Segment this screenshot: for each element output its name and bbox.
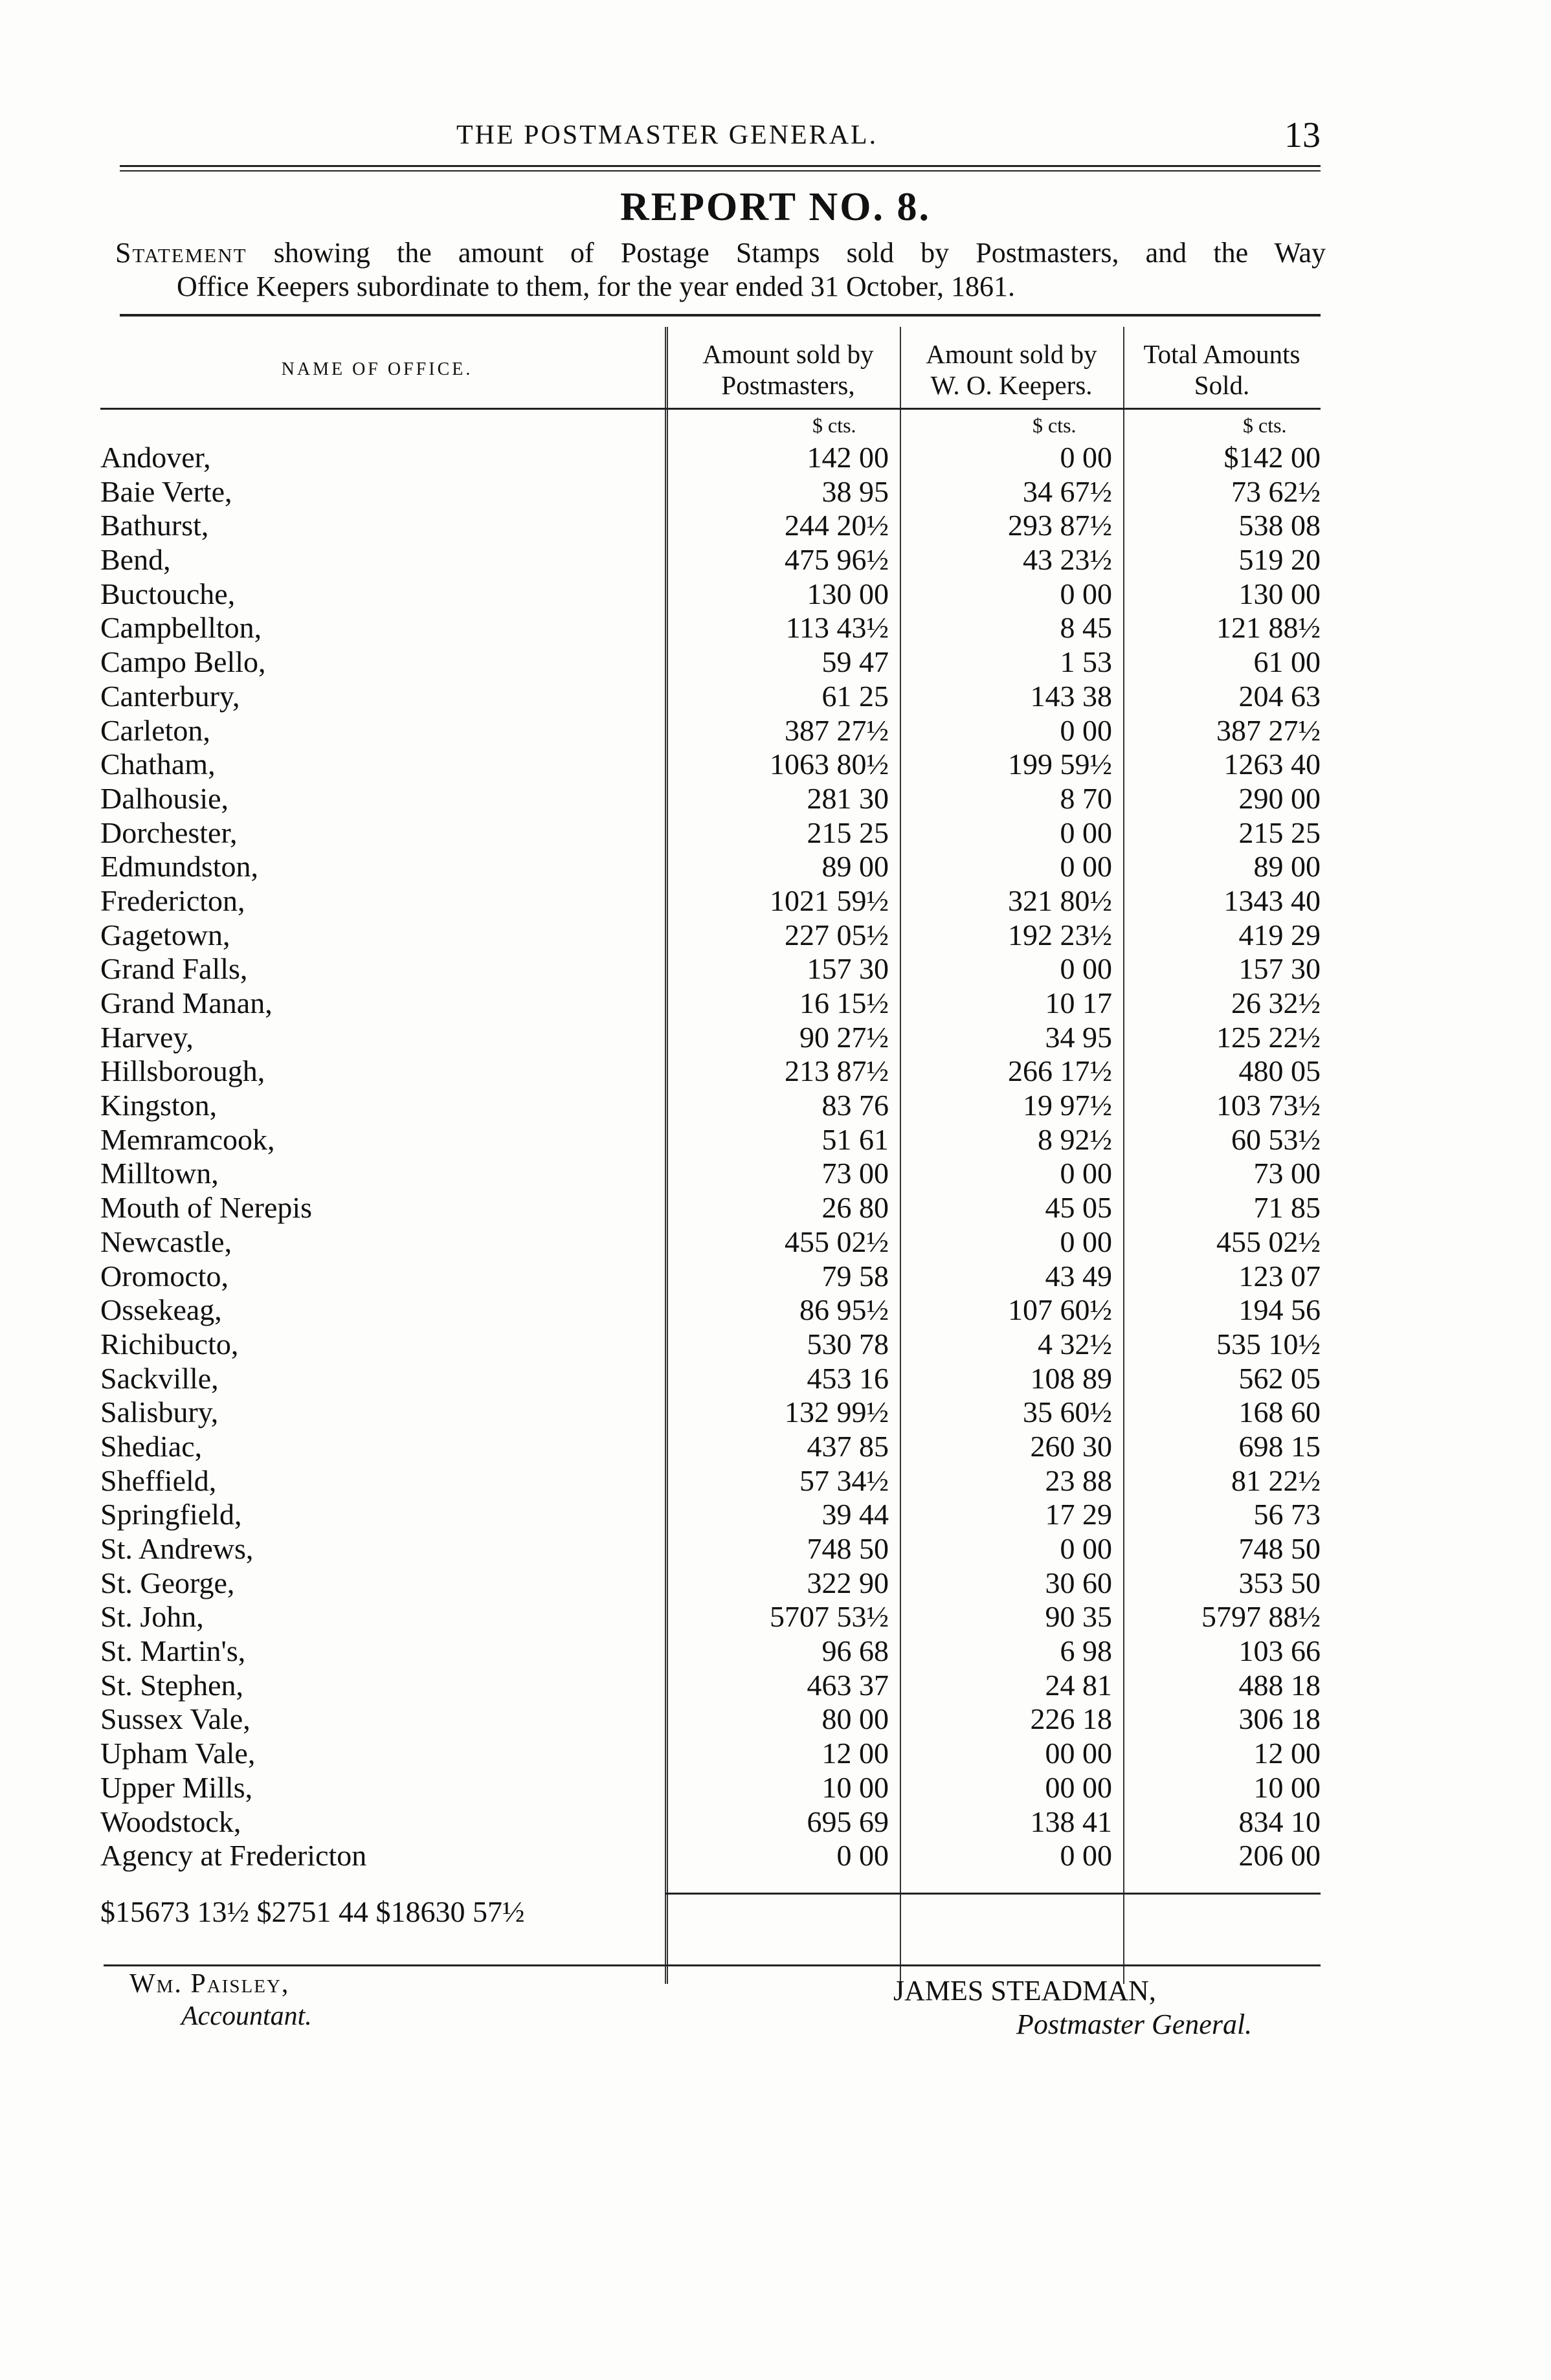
amount-keepers: 43 49 xyxy=(1045,1259,1112,1293)
statement-rule xyxy=(120,314,1321,317)
amount-keepers: 0 00 xyxy=(1060,850,1112,884)
table-row xyxy=(100,1362,1321,1396)
table-row xyxy=(100,1737,1321,1771)
amount-total: 157 30 xyxy=(1238,952,1321,986)
statement-lead: Statement xyxy=(115,237,247,269)
amount-postmasters: 142 00 xyxy=(807,441,889,474)
amount-postmasters: 1021 59½ xyxy=(770,884,889,917)
table-row xyxy=(100,748,1321,782)
office-name: St. John, xyxy=(100,1600,204,1634)
header-postmasters xyxy=(676,339,900,401)
amount-keepers: 19 97½ xyxy=(1023,1089,1112,1122)
amount-postmasters: 73 00 xyxy=(821,1157,889,1190)
amount-total: 168 60 xyxy=(1238,1396,1321,1429)
amount-postmasters: 10 00 xyxy=(821,1770,889,1804)
table-row xyxy=(100,1566,1321,1601)
amount-total: 61 00 xyxy=(1253,645,1321,679)
amount-keepers: 8 92½ xyxy=(1038,1122,1112,1156)
table-row xyxy=(100,509,1321,543)
amount-keepers: 00 00 xyxy=(1045,1737,1112,1770)
amount-total: 81 22½ xyxy=(1231,1463,1321,1497)
accountant-signature xyxy=(129,1968,312,2032)
footer-rule xyxy=(104,1964,1321,1966)
table-row xyxy=(100,952,1321,986)
office-name: Edmundston, xyxy=(100,850,259,884)
amount-total: 89 00 xyxy=(1253,850,1321,884)
amount-total: 26 32½ xyxy=(1231,986,1321,1019)
amount-postmasters: 26 80 xyxy=(821,1191,889,1225)
amount-postmasters: 463 37 xyxy=(807,1668,889,1702)
table-row xyxy=(100,918,1321,953)
amount-keepers: 00 00 xyxy=(1045,1770,1112,1804)
amount-postmasters: 57 34½ xyxy=(799,1463,889,1497)
amount-postmasters: 453 16 xyxy=(807,1361,889,1395)
amount-total: 10 00 xyxy=(1253,1770,1321,1804)
amount-keepers: 0 00 xyxy=(1060,441,1112,474)
amount-total: 519 20 xyxy=(1238,543,1321,577)
header-name-of-office: NAME OF OFFICE. xyxy=(281,359,473,379)
statement-line-2: Office Keepers subordinate to them, for the year ended 31 October, 1861. xyxy=(177,271,1015,302)
amount-keepers: 8 70 xyxy=(1060,781,1112,815)
office-name: Newcastle, xyxy=(100,1225,232,1258)
amount-postmasters: 90 27½ xyxy=(799,1020,889,1054)
office-name: Shediac, xyxy=(100,1429,203,1463)
units-total: $ cts. xyxy=(1243,414,1287,437)
header-rule-secondary xyxy=(120,170,1321,172)
amount-keepers: 30 60 xyxy=(1045,1566,1112,1599)
amount-total: 290 00 xyxy=(1238,781,1321,815)
office-name: Milltown, xyxy=(100,1157,219,1190)
office-name: Mouth of Nerepis xyxy=(100,1191,313,1225)
amount-postmasters: 244 20½ xyxy=(785,509,889,542)
amount-keepers: 35 60½ xyxy=(1023,1396,1112,1429)
office-name: Canterbury, xyxy=(100,679,240,713)
table-row xyxy=(100,1498,1321,1532)
amount-postmasters: 157 30 xyxy=(807,952,889,986)
amount-total: 121 88½ xyxy=(1216,611,1321,645)
amount-keepers: 260 30 xyxy=(1030,1429,1112,1463)
table-row xyxy=(100,1430,1321,1464)
office-name: Hillsborough, xyxy=(100,1054,265,1088)
amount-total: 215 25 xyxy=(1238,816,1321,849)
office-name: St. Stephen, xyxy=(100,1668,244,1702)
office-name: Dalhousie, xyxy=(100,781,229,815)
header-postmasters-line1: Amount sold by xyxy=(702,339,874,369)
amount-keepers: 90 35 xyxy=(1045,1600,1112,1634)
amount-total: 194 56 xyxy=(1238,1293,1321,1327)
table-row xyxy=(100,884,1321,918)
amount-postmasters: 530 78 xyxy=(807,1327,889,1361)
office-name: Springfield, xyxy=(100,1498,242,1531)
amount-keepers: 34 67½ xyxy=(1023,474,1112,508)
amount-postmasters: 5707 53½ xyxy=(770,1600,889,1634)
amount-postmasters: 281 30 xyxy=(807,781,889,815)
office-name: Gagetown, xyxy=(100,918,230,951)
amount-postmasters: 38 95 xyxy=(821,474,889,508)
amount-postmasters: 80 00 xyxy=(821,1702,889,1736)
amount-keepers: 108 89 xyxy=(1030,1361,1112,1395)
amount-postmasters: 132 99½ xyxy=(785,1396,889,1429)
amount-total: 387 27½ xyxy=(1216,713,1321,747)
amount-total: 73 00 xyxy=(1253,1157,1321,1190)
running-header xyxy=(120,115,1321,159)
table-row xyxy=(100,543,1321,577)
amount-keepers: 45 05 xyxy=(1045,1191,1112,1225)
amount-keepers: 4 32½ xyxy=(1038,1327,1112,1361)
header-rule xyxy=(120,165,1321,167)
totals-row xyxy=(100,1895,1321,1956)
table-row xyxy=(100,782,1321,816)
accountant-title: Accountant. xyxy=(181,2001,312,2031)
office-name: Salisbury, xyxy=(100,1396,219,1429)
amount-keepers: 0 00 xyxy=(1060,1839,1112,1873)
office-name: Kingston, xyxy=(100,1089,218,1122)
amount-total: 455 02½ xyxy=(1216,1225,1321,1258)
amount-keepers: 107 60½ xyxy=(1008,1293,1112,1327)
table-row xyxy=(100,577,1321,612)
office-name: Richibucto, xyxy=(100,1327,239,1361)
amount-postmasters: 79 58 xyxy=(821,1259,889,1293)
amount-postmasters: 748 50 xyxy=(807,1532,889,1565)
amount-total: 1343 40 xyxy=(1223,884,1321,917)
table-row xyxy=(100,475,1321,509)
table-row xyxy=(100,1839,1321,1873)
report-title: REPORT NO. 8. xyxy=(619,185,932,229)
amount-keepers: 293 87½ xyxy=(1008,509,1112,542)
table-row xyxy=(100,986,1321,1021)
amount-postmasters: 16 15½ xyxy=(799,986,889,1019)
office-name: Sheffield, xyxy=(100,1463,217,1497)
amount-total: 480 05 xyxy=(1238,1054,1321,1088)
amount-total: 60 53½ xyxy=(1231,1122,1321,1156)
table-row xyxy=(100,645,1321,680)
amount-total: 204 63 xyxy=(1238,679,1321,713)
amount-total: 206 00 xyxy=(1238,1839,1321,1873)
amount-total: 5797 88½ xyxy=(1201,1600,1321,1634)
table-row xyxy=(100,816,1321,851)
amount-postmasters: 475 96½ xyxy=(785,543,889,577)
amount-postmasters: 59 47 xyxy=(821,645,889,679)
office-name: St. Andrews, xyxy=(100,1532,254,1565)
table-row xyxy=(100,850,1321,884)
office-name: Sussex Vale, xyxy=(100,1702,251,1736)
amount-postmasters: 96 68 xyxy=(821,1634,889,1668)
amount-postmasters: 455 02½ xyxy=(785,1225,889,1258)
header-total xyxy=(1123,339,1321,401)
table-row xyxy=(100,1771,1321,1805)
office-name: Ossekeag, xyxy=(100,1293,222,1327)
amount-keepers: 0 00 xyxy=(1060,816,1112,849)
amount-postmasters: 215 25 xyxy=(807,816,889,849)
header-keepers xyxy=(900,339,1123,401)
amount-keepers: 143 38 xyxy=(1030,679,1112,713)
amount-postmasters: 437 85 xyxy=(807,1429,889,1463)
header-total-line1: Total Amounts xyxy=(1143,339,1300,369)
table-row xyxy=(100,1464,1321,1498)
table-row xyxy=(100,441,1321,475)
amount-keepers: 34 95 xyxy=(1045,1020,1112,1054)
table-body xyxy=(100,441,1321,1873)
amount-total: 103 73½ xyxy=(1216,1089,1321,1122)
table-row xyxy=(100,1805,1321,1840)
amount-postmasters: 12 00 xyxy=(821,1737,889,1770)
amount-total: 748 50 xyxy=(1238,1532,1321,1565)
table-row xyxy=(100,1225,1321,1260)
amount-keepers: 24 81 xyxy=(1045,1668,1112,1702)
total-overall: $18630 57½ xyxy=(375,1895,525,1928)
amount-total: 71 85 xyxy=(1253,1191,1321,1225)
amount-keepers: 199 59½ xyxy=(1008,748,1112,781)
amount-keepers: 1 53 xyxy=(1060,645,1112,679)
total-keepers: $2751 44 xyxy=(256,1895,368,1928)
units-keepers: $ cts. xyxy=(1032,414,1077,437)
amount-total: 1263 40 xyxy=(1223,748,1321,781)
amount-postmasters: 227 05½ xyxy=(785,918,889,951)
office-name: Grand Manan, xyxy=(100,986,273,1019)
amount-total: 419 29 xyxy=(1238,918,1321,951)
units-postmasters: $ cts. xyxy=(812,414,856,437)
office-name: Harvey, xyxy=(100,1020,194,1054)
table-row xyxy=(100,1054,1321,1089)
table-row xyxy=(100,1157,1321,1191)
amount-total: 73 62½ xyxy=(1231,474,1321,508)
table-row xyxy=(100,1396,1321,1430)
amount-keepers: 192 23½ xyxy=(1008,918,1112,951)
postmaster-signature xyxy=(893,1974,1252,2041)
table-row xyxy=(100,680,1321,714)
amount-total: 125 22½ xyxy=(1216,1020,1321,1054)
units-row xyxy=(100,410,1321,441)
amount-total: 12 00 xyxy=(1253,1737,1321,1770)
table-row xyxy=(100,1293,1321,1328)
table-row xyxy=(100,1600,1321,1634)
office-name: Bend, xyxy=(100,543,171,577)
amount-keepers: 0 00 xyxy=(1060,1532,1112,1565)
table-row xyxy=(100,1123,1321,1157)
amount-total: 103 66 xyxy=(1238,1634,1321,1668)
header-keepers-line1: Amount sold by xyxy=(926,339,1097,369)
table-row xyxy=(100,1260,1321,1294)
amount-total: $142 00 xyxy=(1223,441,1321,474)
total-postmasters: $15673 13½ xyxy=(100,1895,249,1928)
accountant-name: Wm. Paisley, xyxy=(129,1969,290,1999)
office-name: Andover, xyxy=(100,441,211,474)
office-name: Woodstock, xyxy=(100,1805,241,1838)
amount-total: 306 18 xyxy=(1238,1702,1321,1736)
table-row xyxy=(100,1089,1321,1123)
table-header xyxy=(100,327,1321,408)
office-name: Campo Bello, xyxy=(100,645,266,679)
table-row xyxy=(100,1191,1321,1225)
office-name: Upham Vale, xyxy=(100,1737,256,1770)
amount-postmasters: 387 27½ xyxy=(785,713,889,747)
header-total-line2: Sold. xyxy=(1194,370,1250,400)
page-number: 13 xyxy=(1284,115,1321,155)
office-name: Buctouche, xyxy=(100,577,236,610)
amount-keepers: 0 00 xyxy=(1060,1157,1112,1190)
amount-postmasters: 39 44 xyxy=(821,1498,889,1531)
amount-total: 130 00 xyxy=(1238,577,1321,610)
amount-total: 538 08 xyxy=(1238,509,1321,542)
amount-postmasters: 86 95½ xyxy=(799,1293,889,1327)
amount-postmasters: 130 00 xyxy=(807,577,889,610)
amount-keepers: 138 41 xyxy=(1030,1805,1112,1838)
amount-total: 353 50 xyxy=(1238,1566,1321,1599)
statement-text xyxy=(115,236,1326,304)
amount-postmasters: 61 25 xyxy=(821,679,889,713)
stamps-table xyxy=(100,327,1321,1956)
office-name: St. George, xyxy=(100,1566,235,1599)
postmaster-title: Postmaster General. xyxy=(1016,2008,1253,2040)
header-keepers-line2: W. O. Keepers. xyxy=(930,370,1093,400)
office-name: Memramcook, xyxy=(100,1122,275,1156)
statement-line-1: showing the amount of Postage Stamps sold by Postmasters, and the Way xyxy=(273,237,1326,269)
amount-postmasters: 322 90 xyxy=(807,1566,889,1599)
amount-keepers: 23 88 xyxy=(1045,1463,1112,1497)
amount-keepers: 17 29 xyxy=(1045,1498,1112,1531)
amount-postmasters: 89 00 xyxy=(821,850,889,884)
amount-total: 834 10 xyxy=(1238,1805,1321,1838)
table-row xyxy=(100,1634,1321,1669)
postmaster-name: JAMES STEADMAN, xyxy=(893,1975,1156,2007)
office-name: Fredericton, xyxy=(100,884,245,917)
office-name: Chatham, xyxy=(100,748,216,781)
office-name: St. Martin's, xyxy=(100,1634,246,1668)
amount-postmasters: 695 69 xyxy=(807,1805,889,1838)
office-name: Dorchester, xyxy=(100,816,238,849)
table-row xyxy=(100,611,1321,645)
amount-total: 535 10½ xyxy=(1216,1327,1321,1361)
amount-total: 562 05 xyxy=(1238,1361,1321,1395)
amount-keepers: 226 18 xyxy=(1030,1702,1112,1736)
header-postmasters-line2: Postmasters, xyxy=(721,370,855,400)
amount-keepers: 0 00 xyxy=(1060,952,1112,986)
office-name: Agency at Fredericton xyxy=(100,1839,367,1873)
table-row xyxy=(100,1702,1321,1737)
office-name: Upper Mills, xyxy=(100,1770,253,1804)
amount-postmasters: 83 76 xyxy=(821,1089,889,1122)
amount-keepers: 10 17 xyxy=(1045,986,1112,1019)
amount-keepers: 0 00 xyxy=(1060,713,1112,747)
amount-postmasters: 0 00 xyxy=(836,1839,889,1873)
amount-postmasters: 1063 80½ xyxy=(770,748,889,781)
office-name: Carleton, xyxy=(100,713,210,747)
amount-total: 123 07 xyxy=(1238,1259,1321,1293)
office-name: Sackville, xyxy=(100,1361,219,1395)
amount-postmasters: 113 43½ xyxy=(785,611,889,645)
amount-keepers: 321 80½ xyxy=(1008,884,1112,917)
table-row xyxy=(100,1021,1321,1055)
amount-keepers: 6 98 xyxy=(1060,1634,1112,1668)
amount-keepers: 266 17½ xyxy=(1008,1054,1112,1088)
running-title: THE POSTMASTER GENERAL. xyxy=(456,120,878,150)
amount-total: 488 18 xyxy=(1238,1668,1321,1702)
amount-postmasters: 213 87½ xyxy=(785,1054,889,1088)
amount-keepers: 0 00 xyxy=(1060,1225,1112,1258)
office-name: Grand Falls, xyxy=(100,952,248,986)
table-row xyxy=(100,1328,1321,1362)
amount-keepers: 8 45 xyxy=(1060,611,1112,645)
amount-keepers: 43 23½ xyxy=(1023,543,1112,577)
table-row xyxy=(100,1532,1321,1566)
office-name: Bathurst, xyxy=(100,509,209,542)
office-name: Campbellton, xyxy=(100,611,262,645)
amount-total: 56 73 xyxy=(1253,1498,1321,1531)
office-name: Baie Verte, xyxy=(100,474,232,508)
amount-keepers: 0 00 xyxy=(1060,577,1112,610)
table-row xyxy=(100,714,1321,748)
amount-postmasters: 51 61 xyxy=(821,1122,889,1156)
table-row xyxy=(100,1669,1321,1703)
office-name: Oromocto, xyxy=(100,1259,229,1293)
amount-total: 698 15 xyxy=(1238,1429,1321,1463)
